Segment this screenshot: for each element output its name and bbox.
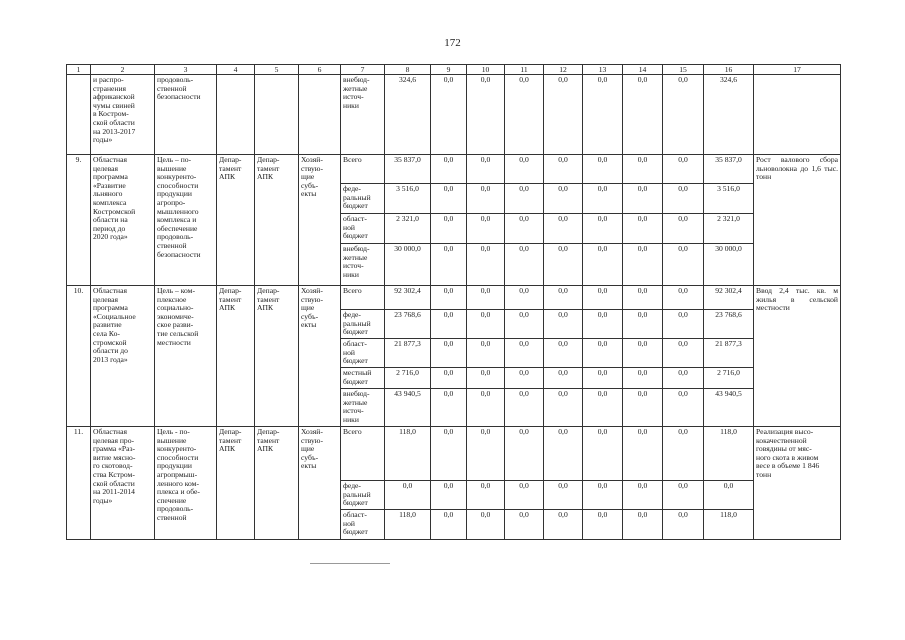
coordinator-department: Депар- тамент АПК (255, 286, 299, 427)
cell-value: 43 940,5 (704, 389, 754, 427)
program-name: и распро- странения африканской чумы свиней в Костром- ской области на 2013-2017 годы» (91, 75, 155, 155)
cell-value: 0,0 (467, 339, 505, 368)
cell-value: 0,0 (431, 389, 467, 427)
cell-value: 0,0 (663, 184, 704, 214)
cell-value: 0,0 (467, 310, 505, 339)
cell-value: 0,0 (663, 310, 704, 339)
cell-value: 118,0 (704, 427, 754, 481)
program-goal: Цель - по- вышение конкуренто- способности продукции агропрмыш- ленного ком- плекса и обе- спечение продоволь- ственной (155, 427, 217, 540)
cell-value: 118,0 (385, 510, 431, 540)
cell-value: 0,0 (663, 427, 704, 481)
cell-value: 0,0 (505, 389, 544, 427)
cell-value: 0,0 (663, 214, 704, 244)
cell-value: 0,0 (623, 310, 663, 339)
cell-value: 0,0 (623, 214, 663, 244)
cell-value: 0,0 (623, 75, 663, 155)
footer-rule (310, 563, 390, 564)
cell-value: 0,0 (663, 155, 704, 184)
funding-source: Всего (341, 286, 385, 310)
program-index: 10. (67, 286, 91, 427)
cell-value: 92 302,4 (704, 286, 754, 310)
column-header: 2 (91, 65, 155, 75)
cell-value: 0,0 (704, 481, 754, 510)
column-header: 17 (754, 65, 841, 75)
funding-source: Всего (341, 155, 385, 184)
cell-value: 0,0 (431, 310, 467, 339)
column-header: 6 (299, 65, 341, 75)
cell-value: 0,0 (583, 155, 623, 184)
expected-result: Рост валового сбора льноволокна до 1,6 тыс. тонн (754, 155, 841, 286)
program-name: Областная целевая программа «Развитие льняного комплекса Костромской области на период до 2020 года» (91, 155, 155, 286)
responsible-department: Депар- тамент АПК (217, 427, 255, 540)
cell-value: 324,6 (704, 75, 754, 155)
funding-source: област- ной бюджет (341, 510, 385, 540)
cell-value: 2 716,0 (385, 368, 431, 389)
cell-value: 30 000,0 (385, 244, 431, 286)
cell-value: 0,0 (623, 244, 663, 286)
column-header: 3 (155, 65, 217, 75)
cell-value: 0,0 (467, 184, 505, 214)
cell-value: 0,0 (544, 310, 583, 339)
cell-value: 0,0 (467, 481, 505, 510)
column-header: 7 (341, 65, 385, 75)
cell-value: 0,0 (583, 481, 623, 510)
funding-source: област- ной бюджет (341, 214, 385, 244)
funding-source: феде- ральный бюджет (341, 310, 385, 339)
cell-value: 30 000,0 (704, 244, 754, 286)
cell-value: 0,0 (583, 310, 623, 339)
cell-value: 0,0 (583, 368, 623, 389)
program-index (67, 75, 91, 155)
funding-source: област- ной бюджет (341, 339, 385, 368)
funding-source: местный бюджет (341, 368, 385, 389)
cell-value: 0,0 (505, 214, 544, 244)
cell-value: 0,0 (583, 214, 623, 244)
cell-value: 0,0 (505, 481, 544, 510)
cell-value: 0,0 (623, 368, 663, 389)
cell-value: 0,0 (663, 510, 704, 540)
cell-value: 35 837,0 (704, 155, 754, 184)
coordinator-department: Депар- тамент АПК (255, 427, 299, 540)
column-header: 14 (623, 65, 663, 75)
column-header: 5 (255, 65, 299, 75)
program-goal: Цель – по- вышение конкуренто- способности продукции агропро- мышленного комплекса и обеспечение продоволь- ственной безопасности (155, 155, 217, 286)
table-row (67, 75, 841, 155)
cell-value: 0,0 (431, 155, 467, 184)
cell-value: 0,0 (431, 286, 467, 310)
funding-source: феде- ральный бюджет (341, 184, 385, 214)
cell-value: 0,0 (544, 75, 583, 155)
cell-value: 0,0 (663, 481, 704, 510)
cell-value: 118,0 (704, 510, 754, 540)
cell-value: 118,0 (385, 427, 431, 481)
expected-result: Ввод 2,4 тыс. кв. м жилья в сельской местности (754, 286, 841, 427)
cell-value: 0,0 (663, 389, 704, 427)
cell-value: 0,0 (505, 184, 544, 214)
cell-value: 0,0 (583, 389, 623, 427)
column-header: 15 (663, 65, 704, 75)
cell-value: 0,0 (505, 286, 544, 310)
coordinator-department: Депар- тамент АПК (255, 155, 299, 286)
budget-table (66, 64, 841, 540)
column-header: 16 (704, 65, 754, 75)
cell-value: 0,0 (505, 310, 544, 339)
cell-value: 0,0 (431, 184, 467, 214)
cell-value: 0,0 (467, 389, 505, 427)
responsible-department: Депар- тамент АПК (217, 286, 255, 427)
cell-value: 0,0 (544, 427, 583, 481)
cell-value: 0,0 (544, 339, 583, 368)
cell-value: 0,0 (431, 368, 467, 389)
cell-value: 43 940,5 (385, 389, 431, 427)
expected-result: Реализация высо- кокачественной говядины от мяс- ного скота в живом весе в объеме 1 846 тонн (754, 427, 841, 540)
cell-value: 0,0 (583, 184, 623, 214)
cell-value: 3 516,0 (385, 184, 431, 214)
cell-value: 23 768,6 (704, 310, 754, 339)
cell-value: 3 516,0 (704, 184, 754, 214)
cell-value: 0,0 (583, 339, 623, 368)
program-index: 11. (67, 427, 91, 540)
cell-value: 0,0 (544, 214, 583, 244)
cell-value: 21 877,3 (704, 339, 754, 368)
cell-value: 324,6 (385, 75, 431, 155)
cell-value: 0,0 (431, 427, 467, 481)
funding-source: внебюд- жетные источ- ники (341, 75, 385, 155)
cell-value: 0,0 (385, 481, 431, 510)
cell-value: 0,0 (431, 339, 467, 368)
column-header: 8 (385, 65, 431, 75)
cell-value: 0,0 (623, 155, 663, 184)
cell-value: 0,0 (663, 244, 704, 286)
cell-value: 0,0 (544, 389, 583, 427)
program-goal: Цель – ком- плексное социально- экономиче- ское разви- тие сельской местности (155, 286, 217, 427)
column-header: 4 (217, 65, 255, 75)
cell-value: 0,0 (544, 481, 583, 510)
cell-value: 0,0 (583, 427, 623, 481)
table-row (67, 427, 841, 481)
cell-value: 0,0 (431, 244, 467, 286)
cell-value: 0,0 (467, 427, 505, 481)
cell-value: 0,0 (623, 427, 663, 481)
cell-value: 0,0 (544, 286, 583, 310)
cell-value: 0,0 (663, 286, 704, 310)
cell-value: 0,0 (623, 286, 663, 310)
cell-value: 0,0 (544, 244, 583, 286)
cell-value: 0,0 (623, 184, 663, 214)
cell-value: 0,0 (623, 339, 663, 368)
program-index: 9. (67, 155, 91, 286)
column-header: 13 (583, 65, 623, 75)
funding-source: Всего (341, 427, 385, 481)
cell-value: 2 321,0 (385, 214, 431, 244)
cell-value: 92 302,4 (385, 286, 431, 310)
cell-value: 35 837,0 (385, 155, 431, 184)
cell-value: 2 321,0 (704, 214, 754, 244)
cell-value: 0,0 (544, 155, 583, 184)
column-header: 10 (467, 65, 505, 75)
responsible-department: Депар- тамент АПК (217, 155, 255, 286)
cell-value: 0,0 (505, 75, 544, 155)
column-header: 11 (505, 65, 544, 75)
cell-value: 23 768,6 (385, 310, 431, 339)
program-goal: продоволь- ственной безопасности (155, 75, 217, 155)
funding-source: феде- ральный бюджет (341, 481, 385, 510)
cell-value: 0,0 (467, 286, 505, 310)
cell-value: 0,0 (544, 510, 583, 540)
cell-value: 0,0 (431, 214, 467, 244)
cell-value: 0,0 (583, 75, 623, 155)
program-name: Областная целевая про- грамма «Раз- витие мясно- го скотовод- ства Кстром- ской области на 2011-2014 годы» (91, 427, 155, 540)
funding-source: внебюд- жетные источ- ники (341, 389, 385, 427)
executors: Хозяй- ствую- щие субъ- екты (299, 155, 341, 286)
executors: Хозяй- ствую- щие субъ- екты (299, 286, 341, 427)
cell-value: 0,0 (663, 368, 704, 389)
executors: Хозяй- ствую- щие субъ- екты (299, 427, 341, 540)
cell-value: 0,0 (583, 510, 623, 540)
column-header: 1 (67, 65, 91, 75)
cell-value: 0,0 (467, 75, 505, 155)
cell-value: 0,0 (623, 510, 663, 540)
cell-value: 0,0 (467, 155, 505, 184)
cell-value: 0,0 (583, 244, 623, 286)
cell-value: 0,0 (544, 368, 583, 389)
cell-value: 2 716,0 (704, 368, 754, 389)
cell-value: 0,0 (467, 368, 505, 389)
cell-value: 0,0 (663, 75, 704, 155)
cell-value: 0,0 (431, 510, 467, 540)
cell-value: 21 877,3 (385, 339, 431, 368)
column-number-row (67, 65, 841, 75)
cell-value: 0,0 (505, 339, 544, 368)
cell-value: 0,0 (505, 155, 544, 184)
cell-value: 0,0 (467, 244, 505, 286)
cell-value: 0,0 (431, 481, 467, 510)
column-header: 9 (431, 65, 467, 75)
cell-value: 0,0 (505, 368, 544, 389)
cell-value: 0,0 (467, 214, 505, 244)
funding-source: внебюд- жетные источ- ники (341, 244, 385, 286)
table-row (67, 155, 841, 184)
cell-value: 0,0 (623, 389, 663, 427)
program-name: Областная целевая программа «Социальное развитие села Ко- стромской области до 2013 года» (91, 286, 155, 427)
cell-value: 0,0 (467, 510, 505, 540)
cell-value: 0,0 (505, 427, 544, 481)
cell-value: 0,0 (544, 184, 583, 214)
cell-value: 0,0 (431, 75, 467, 155)
cell-value: 0,0 (505, 244, 544, 286)
cell-value: 0,0 (505, 510, 544, 540)
page-number: 172 (444, 37, 461, 49)
cell-value: 0,0 (663, 339, 704, 368)
table-row (67, 286, 841, 310)
column-header: 12 (544, 65, 583, 75)
cell-value: 0,0 (623, 481, 663, 510)
cell-value: 0,0 (583, 286, 623, 310)
